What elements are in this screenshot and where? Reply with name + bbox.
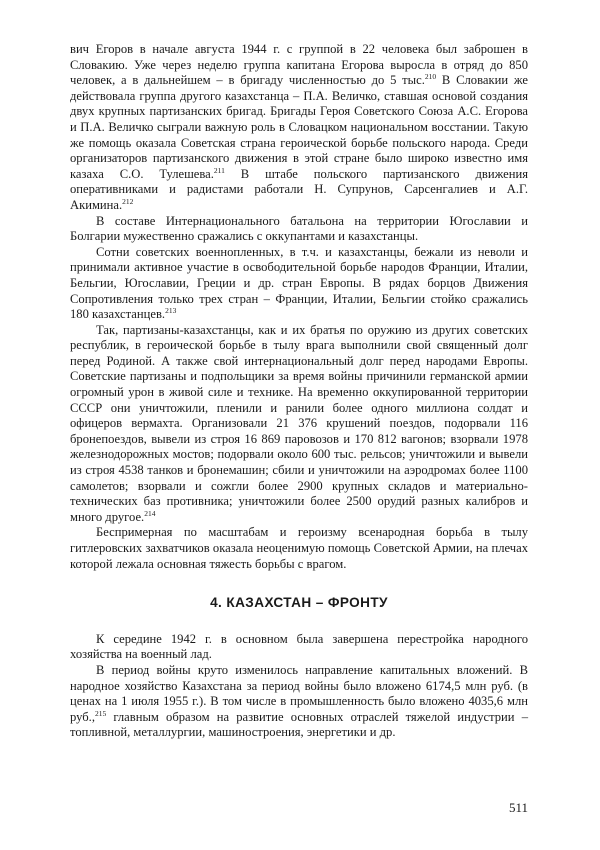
paragraph: В период войны круто изменилось направление капитальных вложений. В народное хозяйство Казахстана за период войны было вложено 6174,5 млн руб. (в ценах на 1 июля 1955 г.). В том числе в промышленность было вложено 4035,6 млн руб.,$^{215}$ главным образом на развитие основных отраслей тяжелой индустрии – топливной, металлургии, машиностроения, энергетики и др.	[70, 662, 528, 740]
footnote-ref: 212	[122, 196, 134, 206]
paragraph: Сотни советских военнопленных, в т.ч. и казахстанцы, бежали из неволи и принимали активное участие в освободительной борьбе народов Франции, Италии, Бельгии, Югославии, Греции и др. стран Европы. В рядах борцов Движения Сопротивления только трех стран – Франции, Италии, Бельгии стойко сражались 180 казахстанцев.$^{213}$	[70, 244, 528, 322]
footnote-ref: 211	[213, 165, 225, 175]
paragraph: К середине 1942 г. в основном была завершена перестройка народного хозяйства на военный лад.	[70, 631, 528, 662]
paragraph: В составе Интернационального батальона на территории Югославии и Болгарии мужественно сражались с оккупантами и казахстанцы.	[70, 213, 528, 244]
footnote-ref: 210	[424, 72, 437, 81]
page-body	[70, 42, 528, 741]
paragraph: Так, партизаны-казахстанцы, как и их братья по оружию из других советских республик, в героической борьбе в тылу врага выполнили свой священный долг перед Родиной. А также свой интернациональный долг перед народами Европы. Советские партизаны и подпольщики за время войны причинили германской армии огромный урон в живой силе и технике. На временно оккупированной территории СССР они уничтожили, пленили и ранили более одного миллиона солдат и офицеров вермахта. Организовали 21 376 крушений поездов, подорвали 116 бронепоездов, вывели из строя 16 869 паровозов и 170 812 вагонов; взорвали 1978 железнодорожных мостов; подорвали около 600 тыс. рельсов; уничтожили и вывели из строя 4538 танков и бронемашин; сбили и уничтожили на аэродромах более 1100 самолетов; взорвали и сожгли более 2900 крупных складов и материально-технических баз противника; уничтожили более 2500 орудий разных калибров и много другое.$^{214}$	[70, 322, 528, 524]
page-number: 511	[508, 800, 528, 815]
section-heading: 4. КАЗАХСТАН – ФРОНТУ	[210, 595, 388, 611]
paragraph: вич Егоров в начале августа 1944 г. с группой в 22 человека был заброшен в Словакию. Уже через неделю группа капитана Егорова выросла в отряд до 850 человек, а в дальнейшем – в бригаду численностью до 5 тыс.$^{210}$ В Словакии же действовала группа другого казахстанца – П.А. Величко, ставшая основой создания двух крупных партизанских бригад. Бригады Героя Советского Союза А.С. Егорова и П.А. Величко сыграли важную роль в Словацком национальном восстании. Такую же помощь оказала Советская страна героической борьбе польского народа. Среди организаторов партизанского движения в этой стране было широко известно имя казаха С.О. Тулешева.$^{211}$ В штабе польского партизанского движения оперативниками и радистами работали Н. Супрунов, Сарсенгалиев и А.Г. Акимина.$^{212}$	[70, 42, 528, 212]
footnote-ref: 213	[165, 305, 177, 315]
paragraph: Беспримерная по масштабам и героизму всенародная борьба в тылу гитлеровских захватчиков оказала неоценимую помощь Советской Армии, на плечах которой лежала основная тяжесть борьбы с врагом.	[70, 525, 528, 571]
footnote-ref: 215	[94, 708, 107, 718]
footnote-ref: 214	[144, 508, 156, 518]
